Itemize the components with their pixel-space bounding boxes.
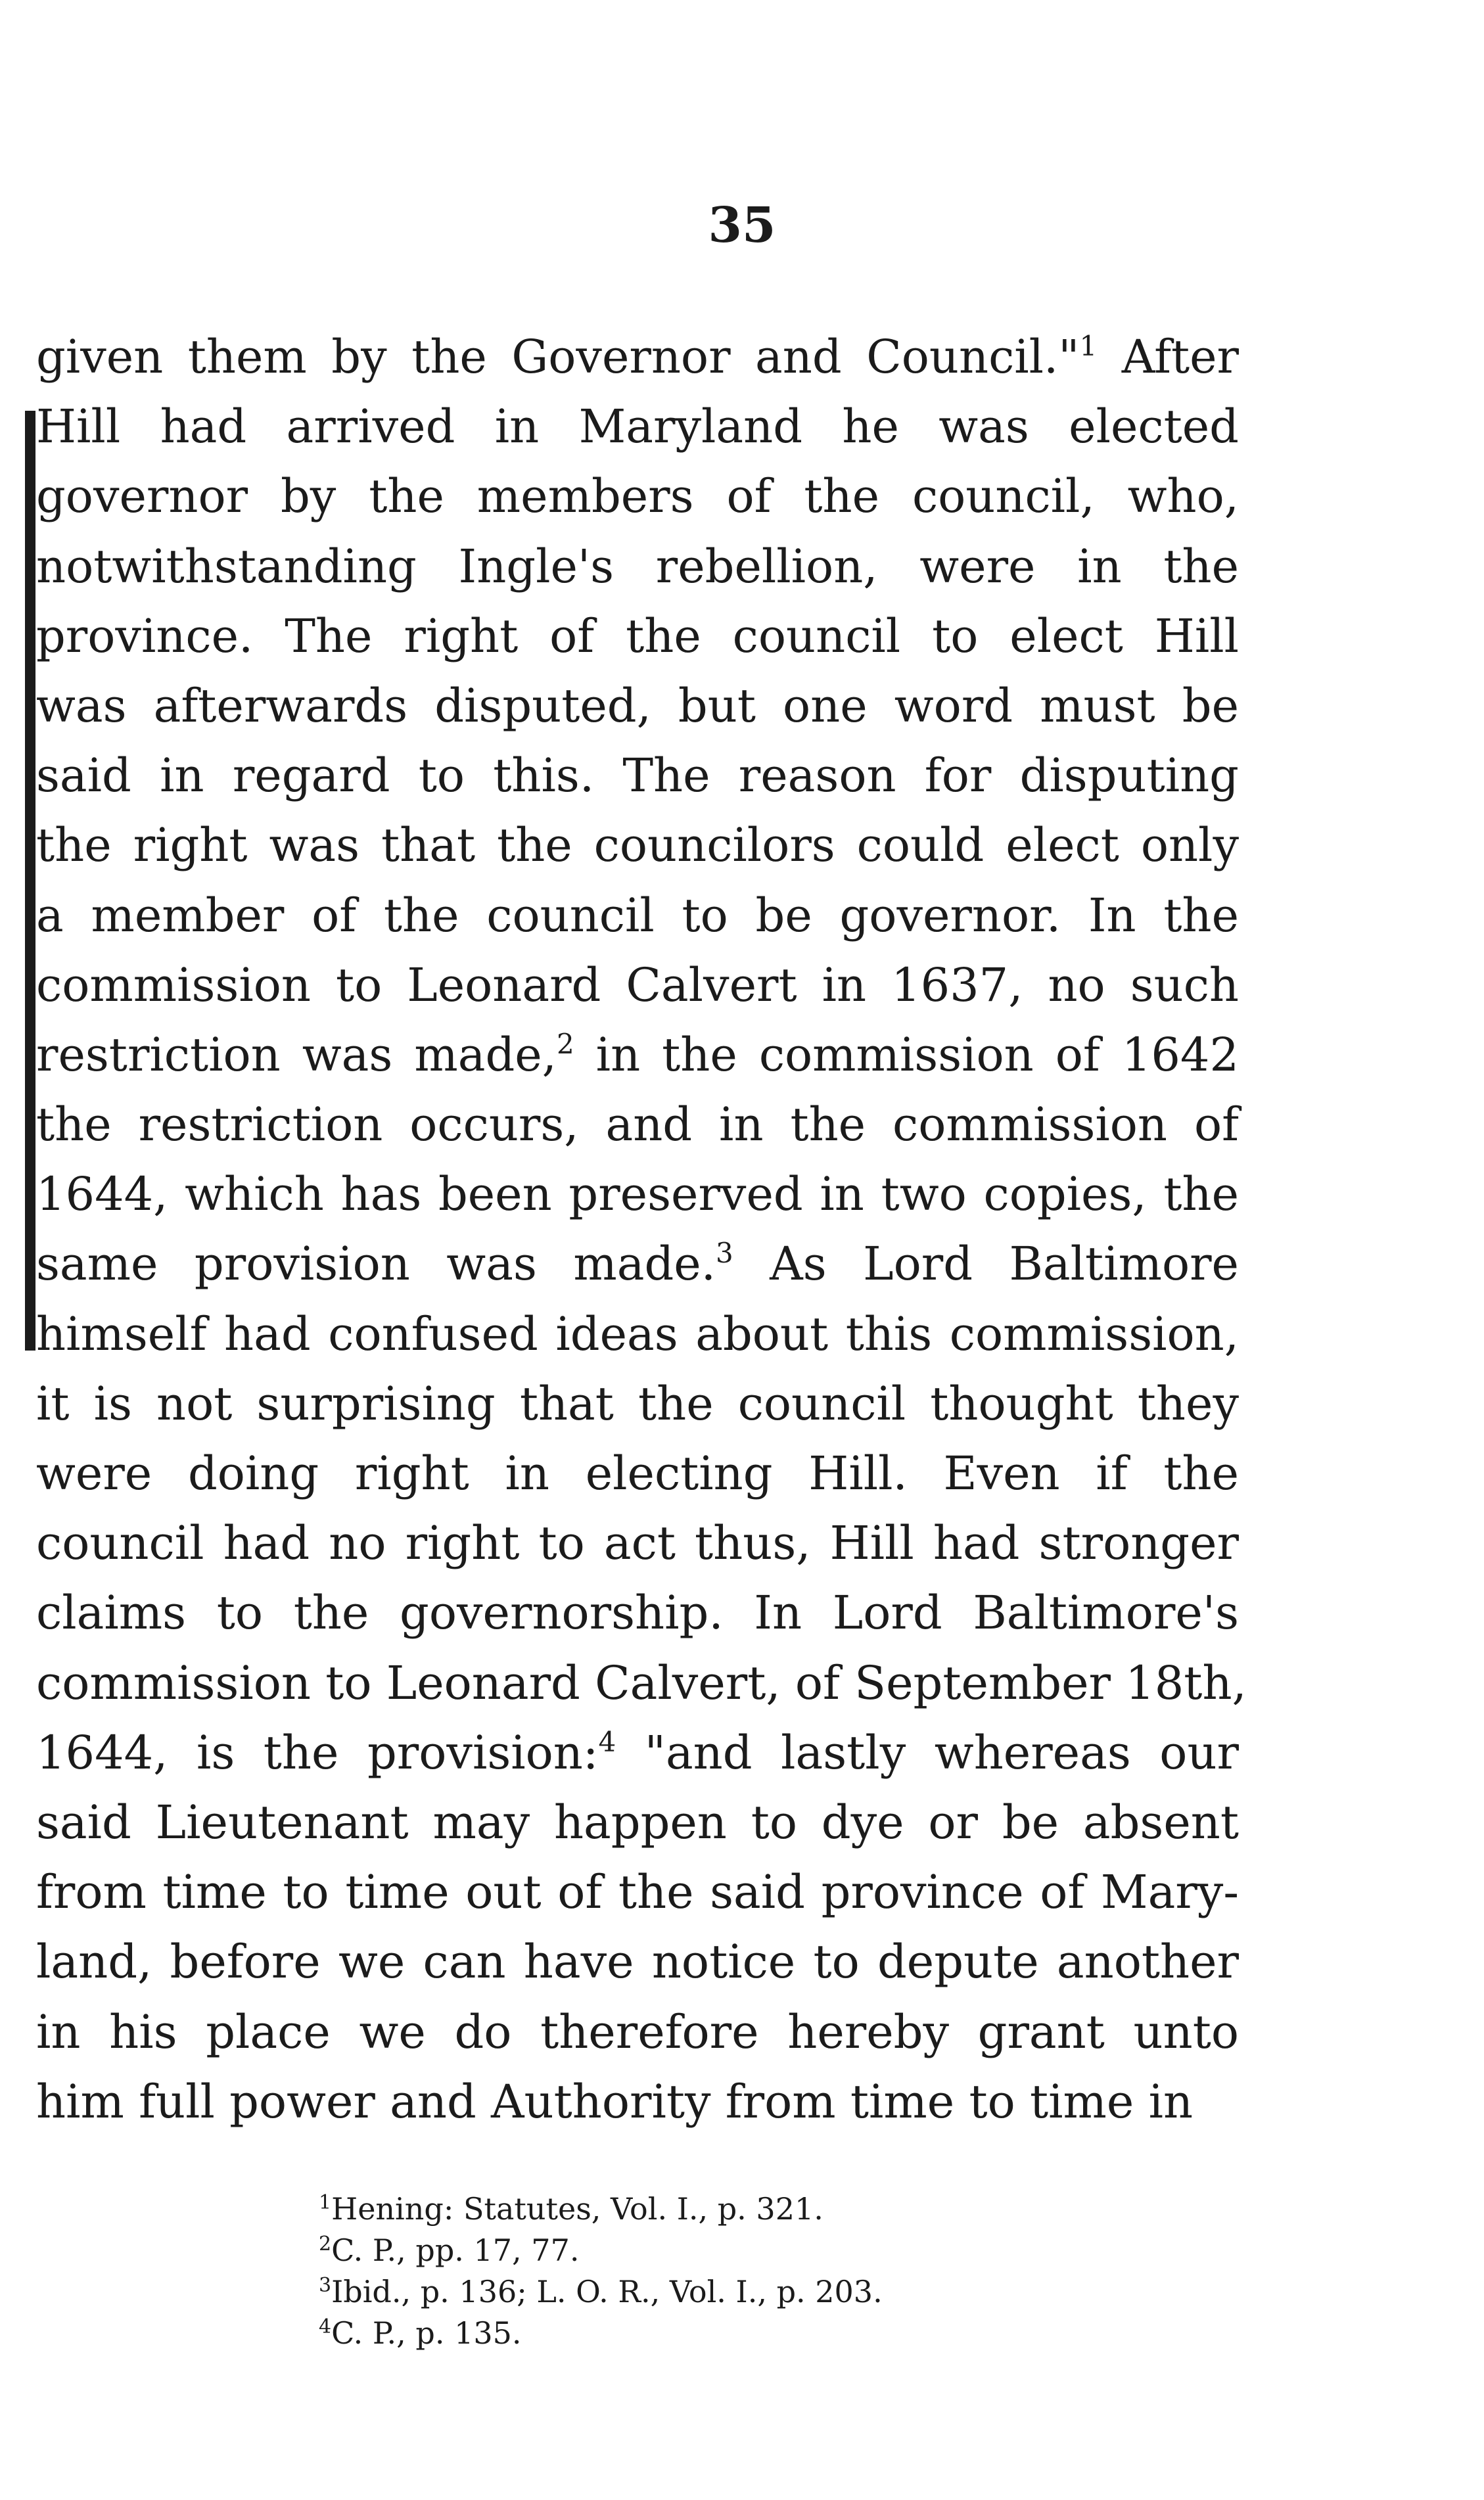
footnote-ref: 1 [1079, 330, 1098, 362]
footnote-3: $^3$Ibid., p. 136; L. O. R., Vol. I., p. 203. [319, 2274, 883, 2309]
text-line: 1644, which has been preserved in two copies, the [36, 1167, 1239, 1222]
footnote-ref: 2 [556, 1027, 574, 1060]
text-line: governor by the members of the council, who, [36, 469, 1239, 524]
text-line: 1644, is the provision:$^4$ "and lastly whereas our [36, 1725, 1239, 1780]
text-line: the restriction occurs, and in the commission of [36, 1098, 1239, 1152]
text-line: in his place we do therefore hereby grant unto [36, 2004, 1239, 2059]
body-text [36, 322, 1247, 2137]
page-number: 35 [708, 197, 776, 254]
text-line: it is not surprising that the council thought they [36, 1376, 1239, 1431]
text-line: said Lieutenant may happen to dye or be absent [36, 1795, 1239, 1849]
footnote-ref: 3 [715, 1237, 733, 1270]
text-line: Hill had arrived in Maryland he was elected [36, 400, 1239, 454]
footnote-2: $^2$C. P., pp. 17, 77. [319, 2233, 580, 2268]
footnote-1: $^1$Hening: Statutes, Vol. I., p. 321. [319, 2191, 823, 2227]
text-line: same provision was made.$^3$ As Lord Baltimore [36, 1237, 1239, 1291]
text-line: was afterwards disputed, but one word must be [36, 678, 1239, 733]
text-line: notwithstanding Ingle's rebellion, were in the [36, 539, 1239, 593]
text-line: council had no right to act thus, Hill had stronger [36, 1516, 1239, 1571]
text-line: a member of the council to be governor. In the [36, 888, 1239, 942]
text-line: were doing right in electing Hill. Even if the [36, 1447, 1239, 1500]
footnote-4: $^4$C. P., p. 135. [319, 2315, 522, 2351]
binding-edge-shadow [25, 411, 35, 1351]
text-line: commission to Leonard Calvert in 1637, no such [36, 958, 1239, 1012]
text-line: claims to the governorship. In Lord Baltimore's [36, 1586, 1239, 1640]
text-line: him full power and Authority from time to time in [36, 2074, 1194, 2129]
text-line: province. The right of the council to elect Hill [36, 609, 1239, 663]
text-line: given them by the Governor and Council."$^1$ After [36, 330, 1240, 384]
text-line: from time to time out of the said province of Mary- [36, 1865, 1239, 1920]
text-line: the right was that the councilors could elect only [36, 818, 1239, 873]
footnote-ref: 4 [598, 1725, 616, 1758]
text-line: said in regard to this. The reason for disputing [36, 749, 1239, 803]
text-line: commission to Leonard Calvert, of September 18th, [36, 1655, 1247, 1710]
text-line: restriction was made,$^2$ in the commission of 1642 [36, 1027, 1239, 1082]
text-line: land, before we can have notice to depute another [36, 1935, 1239, 1989]
footnotes [319, 2188, 1173, 2354]
text-line: himself had confused ideas about this commission, [36, 1307, 1239, 1361]
